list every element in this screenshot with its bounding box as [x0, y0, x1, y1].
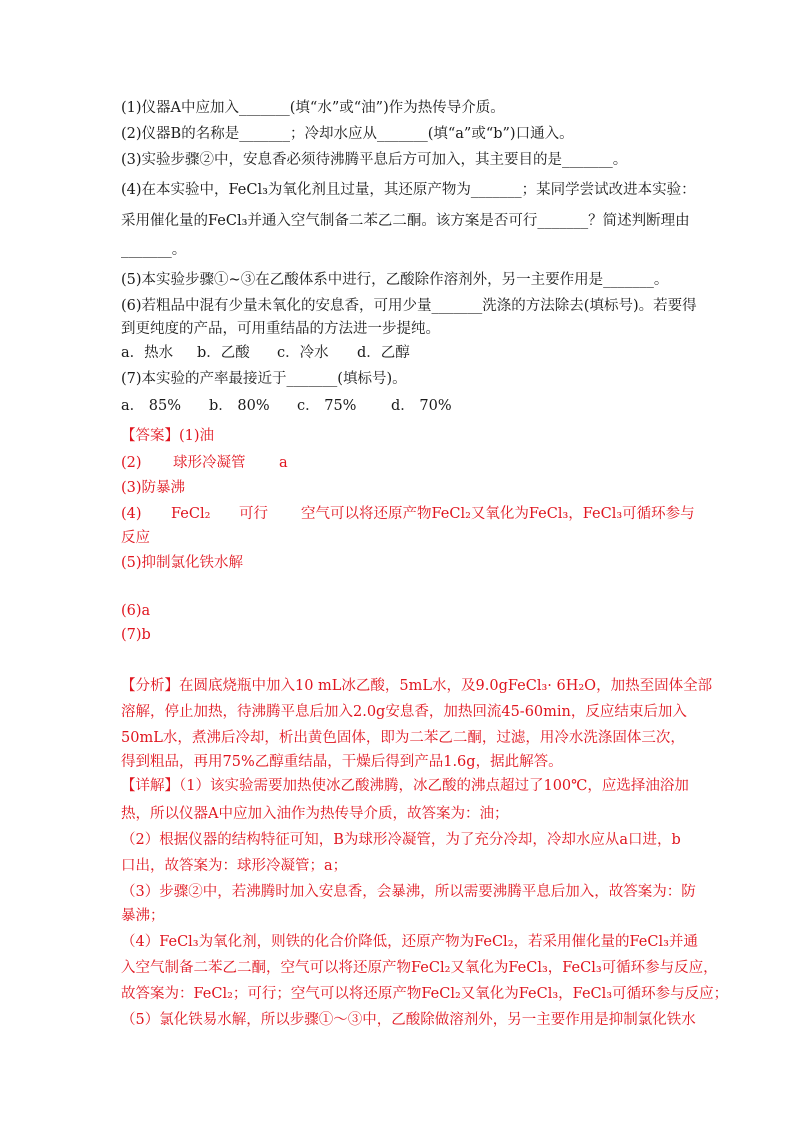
question-7-options [121, 396, 452, 416]
detail-line-6: 暴沸； [121, 908, 165, 924]
detail-line-2: 热，所以仪器A中应加入油作为热传导介质，故答案为：油； [121, 806, 509, 822]
option-a: a．热水 [121, 345, 174, 361]
question-3: (3)实验步骤②中，安息香必须待沸腾平息后方可加入，其主要目的是_______。 [121, 152, 628, 168]
question-4-line-1: (4)在本实验中，FeCl₃为氧化剂且过量，其还原产物为_______；某同学尝试改进本实验： [121, 182, 696, 198]
detail-line-8: 入空气制备二苯乙二酮，空气可以将还原产物FeCl₂又氧化为FeCl₃，FeCl₃可循环参与反应， [121, 960, 718, 976]
analysis-line-2: 溶解，停止加热，待沸腾平息后加入2.0g安息香，加热回流45-60min，反应结束后加入 [121, 704, 687, 720]
analysis-line-4: 得到粗品，再用75%乙醇重结晶，干燥后得到产品1.6g，据此解答。 [121, 754, 563, 770]
question-4-line-3: _______。 [121, 242, 187, 258]
analysis-line-1: 【分析】在圆底烧瓶中加入10 mL冰乙酸，5mL水，及9.0gFeCl₃· 6H₂O，加热至固体全部 [121, 678, 713, 694]
option-d: d． 70% [391, 398, 452, 414]
option-d: d．乙醇 [357, 345, 410, 361]
detail-line-4: 口出，故答案为：球形冷凝管；a； [121, 858, 348, 874]
answer-label: 【答案】(1)油 [121, 428, 215, 444]
option-b: b．乙酸 [197, 345, 250, 361]
analysis-line-3: 50mL水，煮沸后冷却，析出黄色固体，即为二苯乙二酮，过滤，用冷水洗涤固体三次， [121, 730, 685, 746]
option-a: a． 85% [121, 398, 181, 414]
answer-4-cont: 反应 [121, 530, 150, 546]
detail-line-1: 【详解】（1）该实验需要加热使冰乙酸沸腾，冰乙酸的沸点超过了100℃，应选择油浴加 [121, 778, 689, 794]
detail-line-9: 故答案为：FeCl₂；可行；空气可以将还原产物FeCl₂又氧化为FeCl₃，FeCl₃可循环参与反应； [121, 986, 729, 1002]
detail-line-10: （5）氯化铁易水解，所以步骤①～③中，乙酸除做溶剂外，另一主要作用是抑制氯化铁水 [121, 1012, 696, 1028]
option-c: c．冷水 [277, 345, 329, 361]
question-4-line-2: 采用催化量的FeCl₃并通入空气制备二苯乙二酮。该方案是否可行_______？简述判断理由 [121, 213, 690, 229]
question-1: (1)仪器A中应加入_______(填“水”或“油”)作为热传导介质。 [121, 100, 505, 116]
answer-4: (4) FeCl₂ 可行 空气可以将还原产物FeCl₂又氧化为FeCl₃，FeCl₃可循环参与 [121, 506, 695, 522]
question-7: (7)本实验的产率最接近于_______(填标号)。 [121, 371, 407, 387]
option-c: c． 75% [297, 398, 357, 414]
question-5: (5)本实验步骤①~③在乙酸体系中进行，乙酸除作溶剂外，另一主要作用是_______。 [121, 272, 669, 288]
question-6-options [121, 343, 410, 363]
answer-5: (5)抑制氯化铁水解 [121, 555, 244, 571]
answer-2: (2) 球形冷凝管 a [121, 455, 288, 471]
answer-6: (6)a [121, 603, 151, 619]
question-6-line-1: (6)若粗品中混有少量未氧化的安息香，可用少量_______洗涤的方法除去(填标号)。若要得 [121, 298, 697, 314]
question-2: (2)仪器B的名称是_______；冷却水应从_______(填“a”或“b”)口通入。 [121, 126, 574, 142]
detail-line-3: （2）根据仪器的结构特征可知，B为球形冷凝管，为了充分冷却，冷却水应从a口进，b [121, 832, 681, 848]
detail-line-7: （4）FeCl₃为氧化剂，则铁的化合价降低，还原产物为FeCl₂，若采用催化量的FeCl₃并通 [121, 934, 698, 950]
option-b: b． 80% [209, 398, 270, 414]
answer-7: (7)b [121, 627, 151, 643]
question-6-line-2: 到更纯度的产品，可用重结晶的方法进一步提纯。 [121, 321, 440, 337]
answer-3: (3)防暴沸 [121, 480, 186, 496]
detail-line-5: （3）步骤②中，若沸腾时加入安息香，会暴沸，所以需要沸腾平息后加入，故答案为：防 [121, 884, 696, 900]
